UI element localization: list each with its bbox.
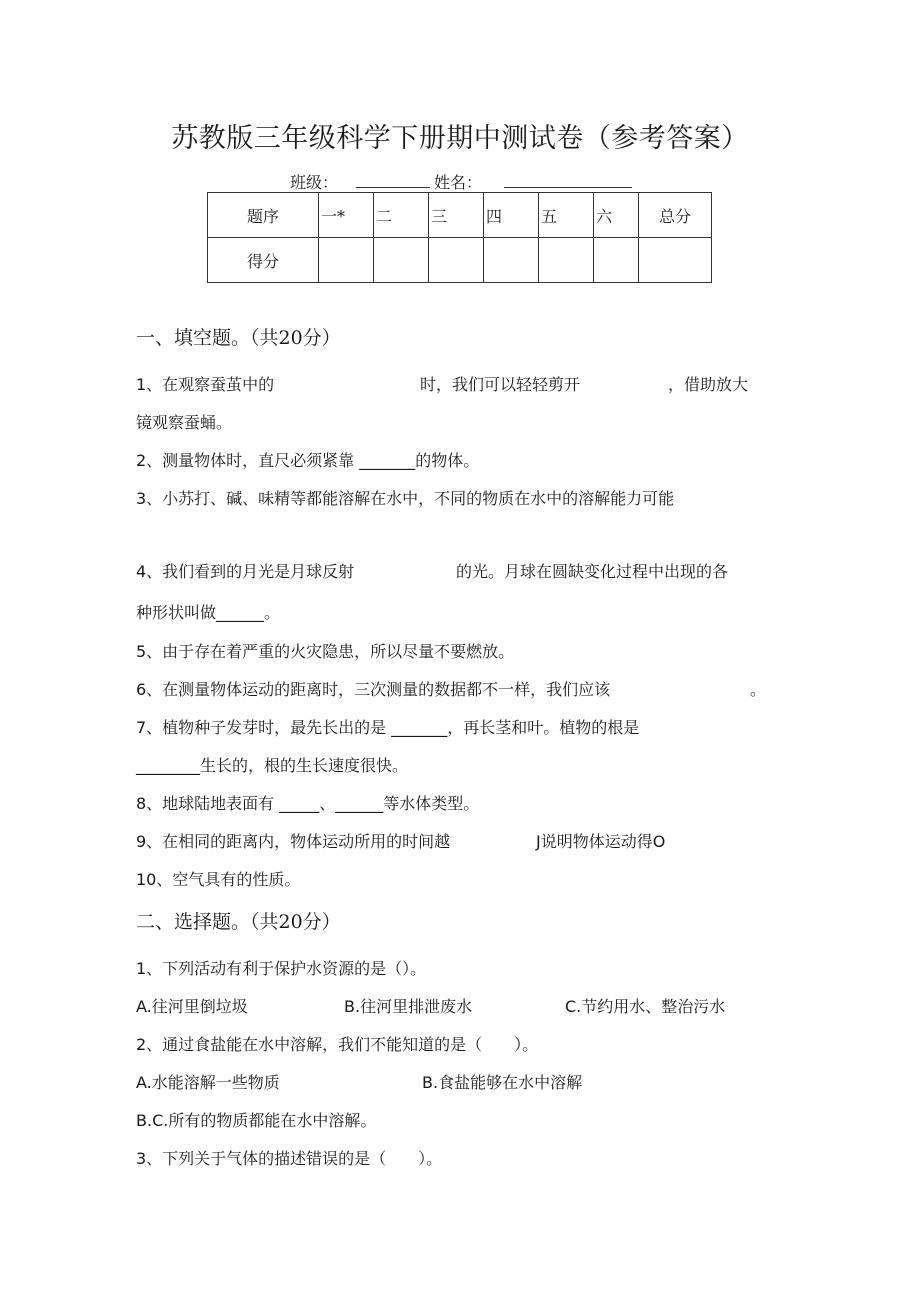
score-table-score-row — [208, 238, 712, 283]
question-3: 3、小苏打、碱、味精等都能溶解在水中，不同的物质在水中的溶解能力可能 — [136, 489, 675, 508]
header-cell-5: 五 — [539, 193, 594, 238]
header-cell-3: 三 — [429, 193, 484, 238]
mc-question-3-stem: 3、下列关于气体的描述错误的是（ ）。 — [136, 1149, 443, 1168]
name-blank — [504, 173, 632, 188]
question-5: 5、由于存在着严重的火灾隐患，所以尽量不要燃放。 — [136, 642, 515, 661]
score-table — [207, 192, 712, 283]
class-blank — [356, 173, 430, 188]
mc-question-1-stem: 1、下列活动有利于保护水资源的是（）。 — [136, 959, 427, 978]
mc-question-2-stem: 2、通过食盐能在水中溶解，我们不能知道的是（ ）。 — [136, 1035, 539, 1054]
question-4-continued: 种形状叫做______。 — [136, 603, 281, 622]
score-cell[interactable] — [319, 238, 374, 283]
header-cell-order: 题序 — [208, 193, 319, 238]
question-8: 8、地球陆地表面有 _____、______等水体类型。 — [136, 794, 480, 813]
mc-q1-option-c: C.节约用水、整治污水 — [565, 997, 726, 1016]
score-row-label: 得分 — [208, 238, 319, 283]
section-2-heading: 二、选择题。（共20分） — [136, 911, 341, 933]
score-cell[interactable] — [639, 238, 712, 283]
score-cell[interactable] — [594, 238, 639, 283]
mc-q2-option-a: A.水能溶解一些物质 — [136, 1073, 280, 1092]
mc-q1-option-a: A.往河里倒垃圾 — [136, 997, 248, 1016]
score-table-header-row — [208, 193, 712, 238]
question-1-continued: 镜观察蚕蛹。 — [136, 413, 233, 432]
question-7-continued: ________生长的，根的生长速度很快。 — [136, 756, 409, 775]
q4-text-a: 4、我们看到的月光是月球反射 — [136, 562, 355, 581]
student-info-line — [290, 170, 632, 193]
q4-text-b: 的光。月球在圆缺变化过程中出现的各 — [456, 562, 729, 581]
page-title: 苏教版三年级科学下册期中测试卷（参考答案） — [171, 123, 749, 154]
header-cell-total: 总分 — [639, 193, 712, 238]
question-10: 10、空气具有的性质。 — [136, 870, 301, 889]
q1-text-c: ，借助放大 — [668, 375, 749, 394]
header-cell-2: 二 — [374, 193, 429, 238]
q9-text-b: J说明物体运动得O — [536, 832, 666, 851]
score-cell[interactable] — [374, 238, 429, 283]
section-1-heading: 一、填空题。（共20分） — [136, 327, 341, 349]
header-cell-4: 四 — [484, 193, 539, 238]
mc-q1-option-b: B.往河里排泄废水 — [344, 997, 473, 1016]
question-7: 7、植物种子发芽时，最先长出的是 _______，再长茎和叶。植物的根是 — [136, 718, 640, 737]
question-2: 2、测量物体时，直尺必须紧靠 _______的物体。 — [136, 451, 480, 470]
header-cell-6: 六 — [594, 193, 639, 238]
mc-q2-option-c: B.C.所有的物质都能在水中溶解。 — [136, 1111, 377, 1130]
mc-q2-option-b: B.食盐能够在水中溶解 — [422, 1073, 583, 1092]
q1-text-a: 1、在观察蚕茧中的 — [136, 375, 275, 394]
q1-text-b: 时，我们可以轻轻剪开 — [420, 375, 581, 394]
score-cell[interactable] — [484, 238, 539, 283]
class-label: 班级： — [290, 173, 339, 192]
q6-text-b: 。 — [750, 680, 767, 699]
q6-text-a: 6、在测量物体运动的距离时，三次测量的数据都不一样，我们应该 — [136, 680, 611, 699]
name-label: 姓名： — [434, 173, 483, 192]
score-cell[interactable] — [539, 238, 594, 283]
q9-text-a: 9、在相同的距离内，物体运动所用的时间越 — [136, 832, 451, 851]
score-cell[interactable] — [429, 238, 484, 283]
header-cell-1: 一* — [319, 193, 374, 238]
